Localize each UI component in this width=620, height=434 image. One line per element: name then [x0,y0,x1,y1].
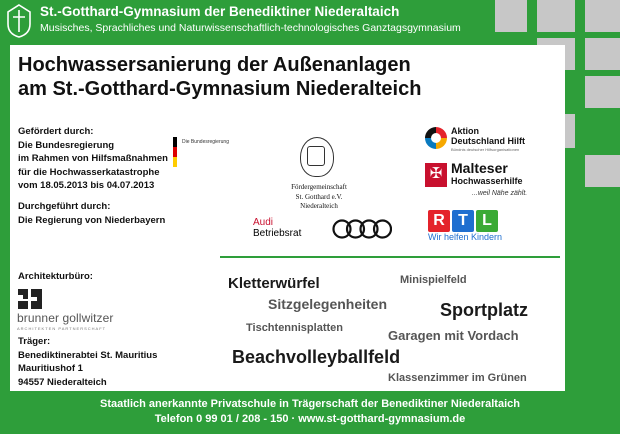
foerdergemeinschaft-text: Fördergemeinschaft St. Gotthard e.V. Niederalteich [291,183,347,210]
footer-line2: Telefon 0 99 01 / 208 - 150 · www.st-gotthard-gymnasium.de [154,413,466,425]
malteser-name: Malteser [451,160,508,176]
executed-by-block: Durchgeführt durch: Die Regierung von Niederbayern [18,201,166,226]
divider [220,256,560,258]
bundesregierung-logo: Die Bundesregierung [173,137,233,167]
malteser-hochwasserhilfe: Hochwasserhilfe [451,176,523,186]
content-panel [10,45,565,391]
aktion-subline: Bündnis deutscher Hilfsorganisationen [451,147,520,152]
owner-block: Träger: Benediktinerabtei St. Mauritius Mauritiushof 1 94557 Niederalteich [18,336,158,388]
word-kletterwuerfel: Kletterwürfel [228,275,320,292]
aktion-deutschland-hilft-icon [425,127,447,149]
architect-subline: ARCHITEKTEN PARTNERSCHAFT [17,326,107,331]
school-crest-icon [6,4,32,38]
rtl-slogan: Wir helfen Kindern [428,232,503,242]
malteser-cross-icon: ✠ [425,163,447,187]
brunner-gollwitzer-logo-icon [17,288,43,310]
word-minispielfeld: Minispielfeld [400,274,467,286]
footer-line1: Staatlich anerkannte Privatschule in Trägerschaft der Benediktiner Niederaltaich [100,398,520,410]
deco-square [495,0,527,32]
page-title: Hochwassersanierung der Außenanlagen am St.-Gotthard-Gymnasium Niederalteich [18,54,422,100]
architect-label: Architekturbüro: [18,271,93,282]
architect-name: brunner gollwitzer [17,311,114,325]
aktion-deutschland-hilft-name: Aktion Deutschland Hilft [451,126,526,146]
deco-square [585,38,620,70]
school-name: St.-Gotthard-Gymnasium der Benediktiner Niederaltaich [40,4,400,19]
word-sitzgelegenheiten: Sitzgelegenheiten [268,296,388,312]
audi-betriebsrat-logo: Audi Betriebsrat [253,217,302,239]
deco-square [585,155,620,187]
audi-rings-icon [332,218,392,240]
word-tischtennisplatten: Tischtennisplatten [246,322,343,334]
school-subtitle: Musisches, Sprachliches und Naturwissenschaftlich-technologisches Ganztagsgymnasium [40,22,461,34]
word-sportplatz: Sportplatz [440,300,528,320]
word-klassenzimmer: Klassenzimmer im Grünen [388,372,527,384]
deco-square [537,0,575,32]
word-beachvolleyballfeld: Beachvolleyballfeld [232,347,401,367]
deco-square [585,76,620,108]
rtl-logo: R T L [428,210,500,232]
word-garagen-mit-vordach: Garagen mit Vordach [388,328,519,343]
deco-square [585,0,620,32]
funded-by-block: Gefördert durch: Die Bundesregierung im Rahmen von Hilfsmaßnahmen für die Hochwasserkatastrophe vom 18.05.2013 bis 04.07.2013 [18,126,168,191]
malteser-slogan: ...weil Nähe zählt. [472,190,528,197]
foerdergemeinschaft-seal-icon [300,137,334,177]
